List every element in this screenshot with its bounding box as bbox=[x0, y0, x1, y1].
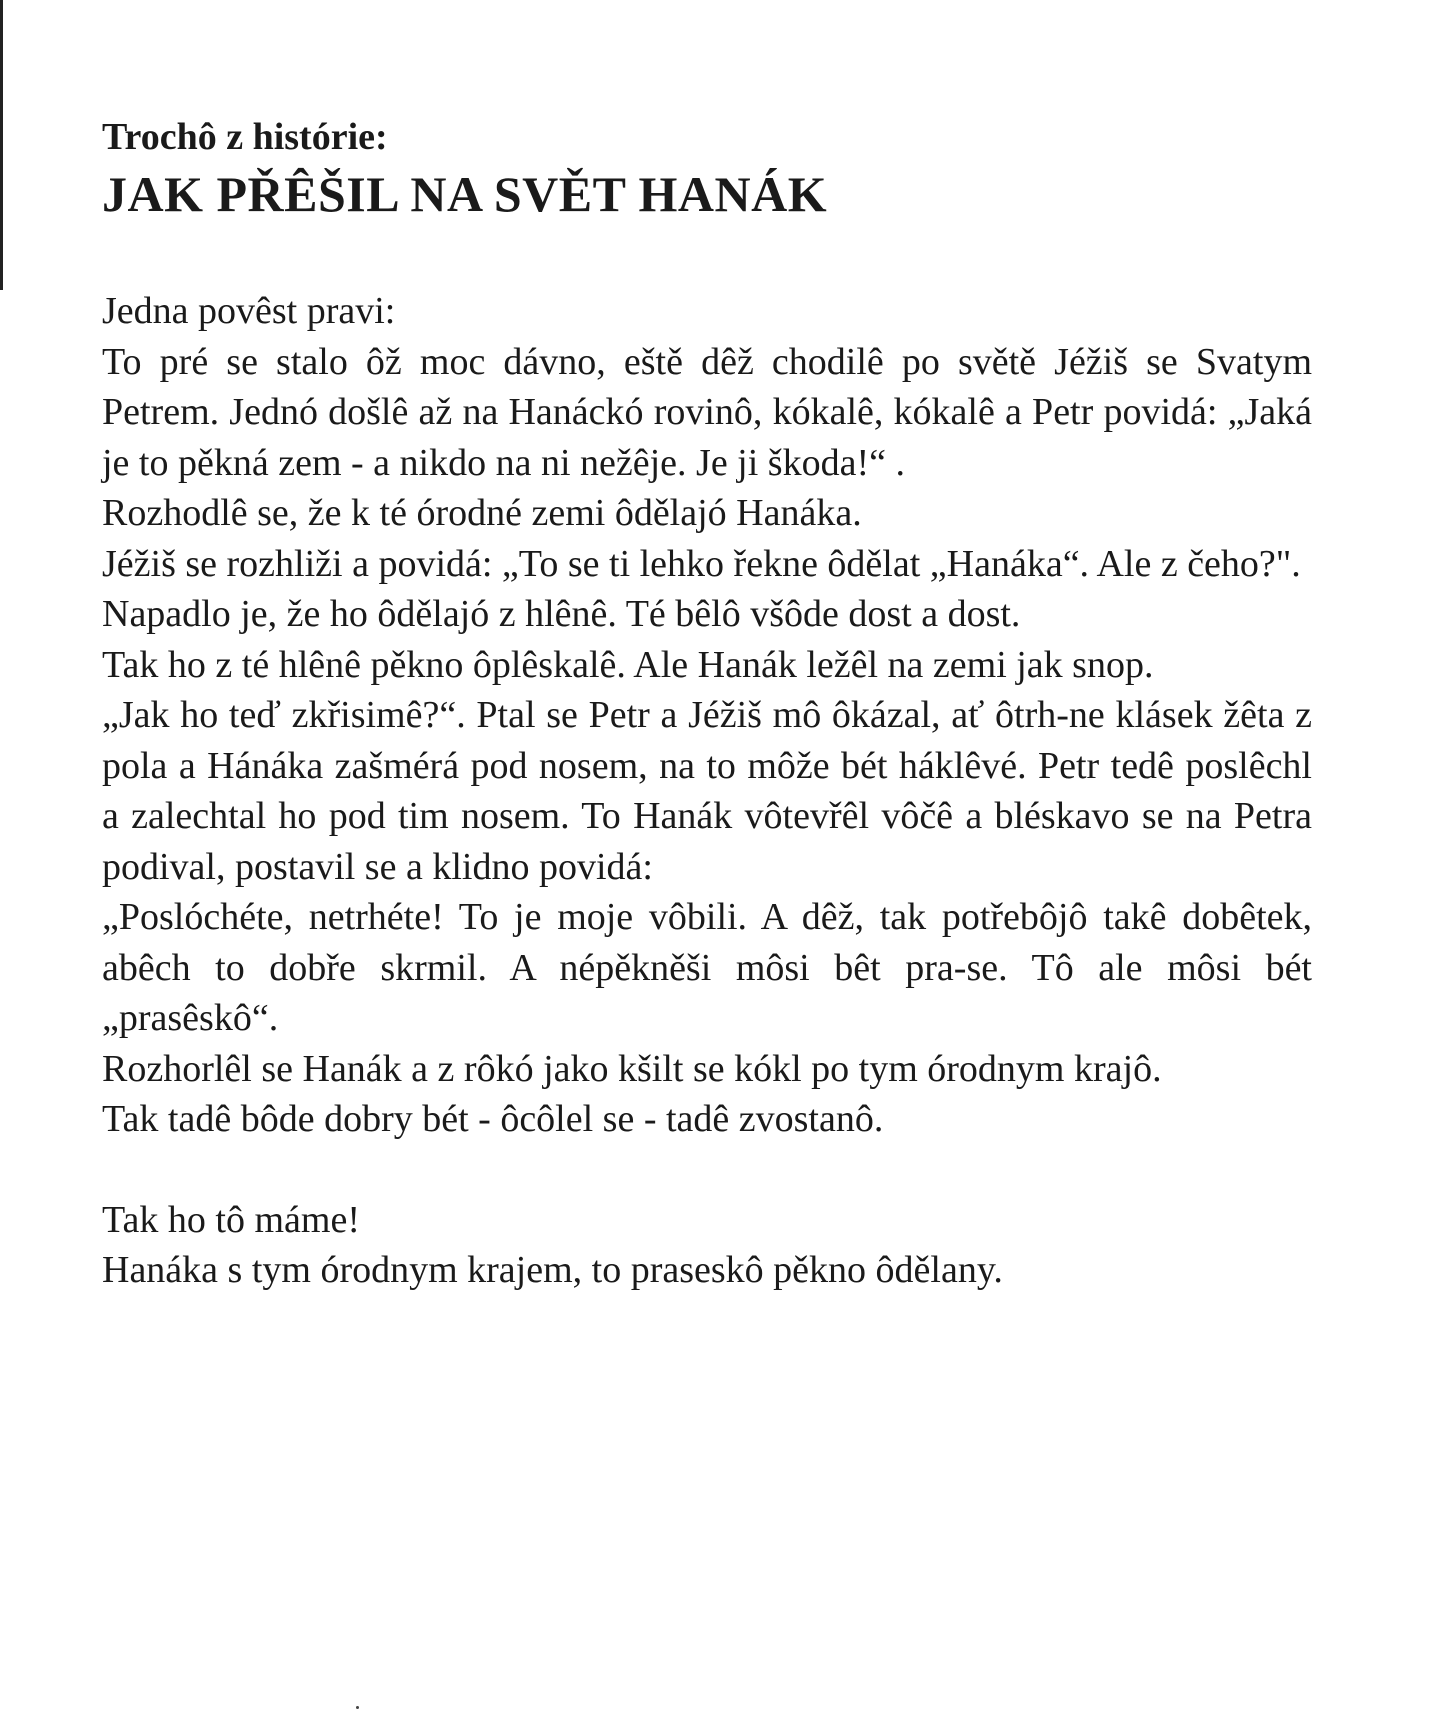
document-subtitle: Trochô z histórie: bbox=[102, 116, 388, 158]
document-title: JAK PŘÊŠIL NA SVĚT HANÁK bbox=[102, 166, 828, 222]
ending-line: Tak ho tô máme! bbox=[102, 1198, 360, 1241]
story-paragraph: Rozhorlêl se Hanák a z rôkó jako kšilt se kókl po tym órodnym krajô. bbox=[102, 1047, 1162, 1090]
ending-line: Hanáka s tym órodnym krajem, to praseskô pěkno ôdělany. bbox=[102, 1249, 1003, 1291]
story-paragraph: „Jak ho teď zkřisimê?“. Ptal se Petr a Jéžiš mô ôkázal, ať ôtrh-ne klásek žêta z pola a Hánáka zašmérá pod nosem, na to môže bét háklêvé. Petr tedê poslêchl a zalechtal ho pod tim nosem. To Hanák vôtevřêl vôčê a bléskavo se na Petra podival, postavil se a klidno povidá: bbox=[102, 694, 1312, 888]
story-paragraph: Rozhodlê se, že k té órodné zemi ôdělajó Hanáka. bbox=[102, 492, 862, 534]
scan-speck bbox=[356, 1706, 359, 1709]
story-paragraph: To pré se stalo ôž moc dávno, eště dêž chodilê po světě Jéžiš se Svatym Petrem. Jednó došlê až na Hanáckó rovinô, kókalê, kókalê a Petr povidá: „Jaká je to pěkná zem - a nikdo na ni nežêje. Je ji škoda!“ . bbox=[102, 340, 1312, 484]
story-paragraph: „Poslóchéte, netrhéte! To je moje vôbili. A dêž, tak potřebôjô takê dobêtek, abêch to dobře skrmil. A népěkněši môsi bêt pra-se. Tô ale môsi bét „prasêskô“. bbox=[102, 896, 1312, 1039]
story-paragraph: Tak ho z té hlênê pěkno ôplêskalê. Ale Hanák ležêl na zemi jak snop. bbox=[102, 643, 1154, 686]
document-page bbox=[102, 112, 1312, 1296]
story-body bbox=[102, 286, 1312, 1296]
story-paragraph: Jéžiš se rozhliži a povidá: „To se ti lehko řekne ôdělat „Hanáka“. Ale z čeho?". bbox=[102, 542, 1301, 585]
story-paragraph: Napadlo je, že ho ôdělajó z hlênê. Té bêlô všôde dost a dost. bbox=[102, 593, 1021, 635]
scan-edge-line bbox=[0, 0, 3, 290]
story-paragraph: Jedna povêst pravi: bbox=[102, 290, 396, 332]
story-ending bbox=[102, 1195, 1312, 1296]
story-paragraph: Tak tadê bôde dobry bét - ôcôlel se - tadê zvostanô. bbox=[102, 1098, 884, 1140]
